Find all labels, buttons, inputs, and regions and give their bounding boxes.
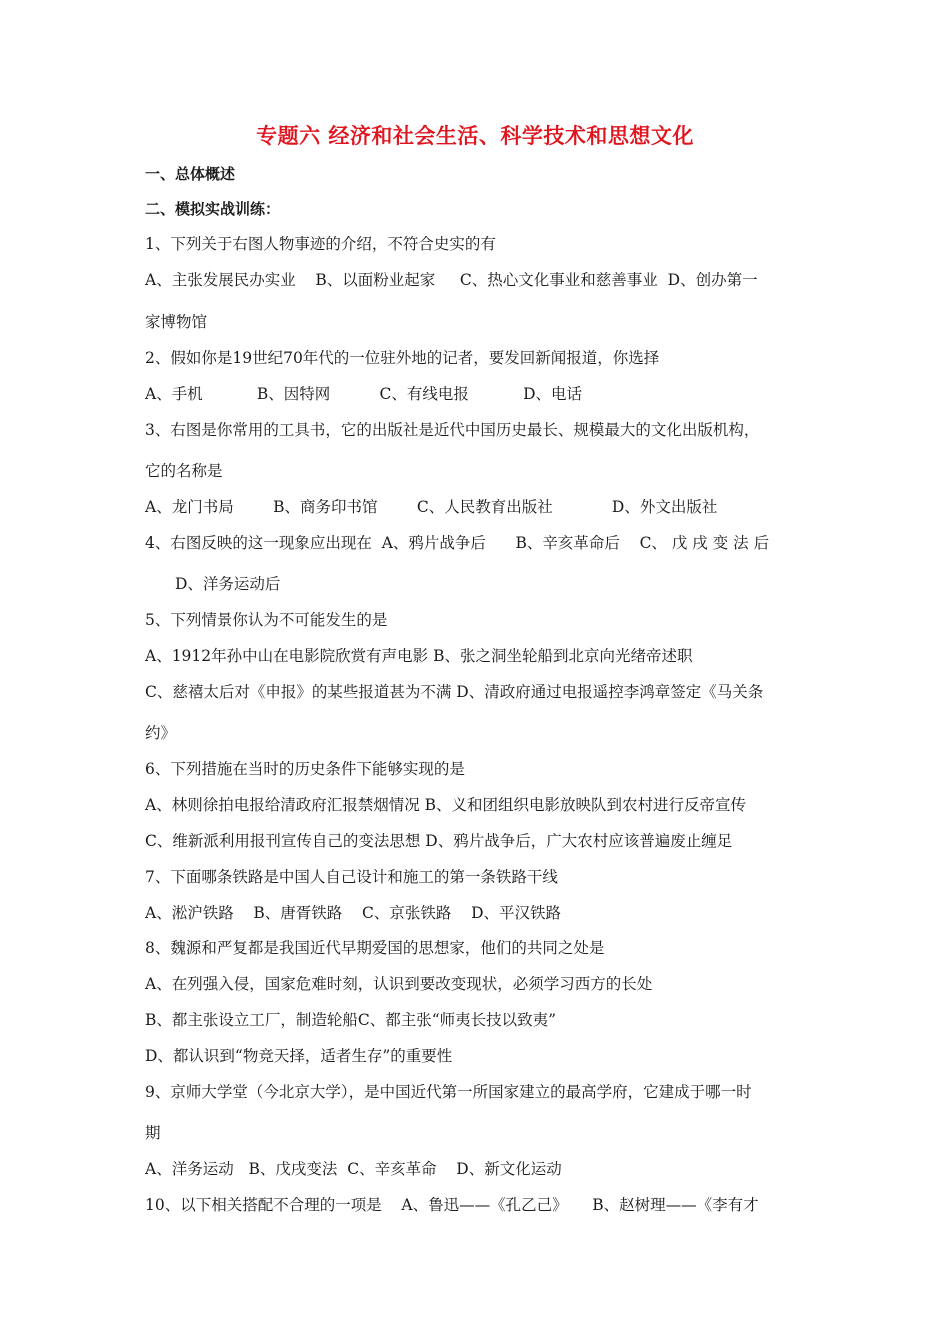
section-heading-overview: 一、总体概述 bbox=[145, 165, 236, 183]
question-6: 6、下列措施在当时的历史条件下能够实现的是 bbox=[145, 760, 465, 778]
question-8-option-a: A、在列强入侵，国家危难时刻，认识到要改变现状，必须学习西方的长处 bbox=[145, 975, 653, 993]
question-3-options: A、龙门书局 B、商务印书馆 C、人民教育出版社 D、外文出版社 bbox=[145, 498, 718, 516]
question-9: 9、京师大学堂（今北京大学），是中国近代第一所国家建立的最高学府，它建成于哪一时 bbox=[145, 1083, 752, 1101]
section-heading-practice: 二、模拟实战训练： bbox=[145, 200, 281, 218]
question-3-cont: 它的名称是 bbox=[145, 462, 223, 480]
question-4: 4、右图反映的这一现象应出现在 A、鸦片战争后 B、辛亥革命后 C、 戊 戌 变 法 后 bbox=[145, 534, 770, 552]
question-1: 1、下列关于右图人物事迹的介绍，不符合史实的有 bbox=[145, 235, 496, 253]
question-5-options-cd: C、慈禧太后对《申报》的某些报道甚为不满 D、清政府通过电报遥控李鸿章签定《马关条 bbox=[145, 683, 764, 701]
question-6-options-ab: A、林则徐拍电报给清政府汇报禁烟情况 B、义和团组织电影放映队到农村进行反帝宣传 bbox=[145, 796, 747, 814]
question-2-options: A、手机 B、因特网 C、有线电报 D、电话 bbox=[145, 385, 583, 403]
question-8-options-bc: B、都主张设立工厂，制造轮船C、都主张“师夷长技以致夷” bbox=[145, 1011, 557, 1029]
question-8: 8、魏源和严复都是我国近代早期爱国的思想家，他们的共同之处是 bbox=[145, 939, 605, 957]
question-9-options: A、洋务运动 B、戊戌变法 C、辛亥革命 D、新文化运动 bbox=[145, 1160, 562, 1178]
question-1-options-cont: 家博物馆 bbox=[145, 313, 208, 331]
page-title: 专题六 经济和社会生活、科学技术和思想文化 bbox=[256, 124, 694, 148]
question-2: 2、假如你是19世纪70年代的一位驻外地的记者，要发回新闻报道，你选择 bbox=[145, 349, 660, 367]
question-6-options-cd: C、维新派利用报刊宣传自己的变法思想 D、鸦片战争后，广大农村应该普遍废止缠足 bbox=[145, 832, 733, 850]
question-9-cont: 期 bbox=[145, 1124, 161, 1142]
question-3: 3、右图是你常用的工具书，它的出版社是近代中国历史最长、规模最大的文化出版机构， bbox=[145, 421, 760, 439]
question-7: 7、下面哪条铁路是中国人自己设计和施工的第一条铁路干线 bbox=[145, 868, 558, 886]
question-5: 5、下列情景你认为不可能发生的是 bbox=[145, 611, 388, 629]
question-4-option-d: D、洋务运动后 bbox=[175, 575, 281, 593]
question-5-options-ab: A、1912年孙中山在电影院欣赏有声电影 B、张之洞坐轮船到北京向光绪帝述职 bbox=[145, 647, 693, 665]
question-10: 10、以下相关搭配不合理的一项是 A、鲁迅——《孔乙己》 B、赵树理——《李有才 bbox=[145, 1196, 759, 1214]
question-7-options: A、淞沪铁路 B、唐胥铁路 C、京张铁路 D、平汉铁路 bbox=[145, 904, 561, 922]
question-1-options: A、主张发展民办实业 B、以面粉业起家 C、热心文化事业和慈善事业 D、创办第一 bbox=[145, 271, 758, 289]
question-5-options-cont: 约》 bbox=[145, 724, 177, 742]
question-8-option-d: D、都认识到“物竞天择，适者生存”的重要性 bbox=[145, 1047, 453, 1065]
